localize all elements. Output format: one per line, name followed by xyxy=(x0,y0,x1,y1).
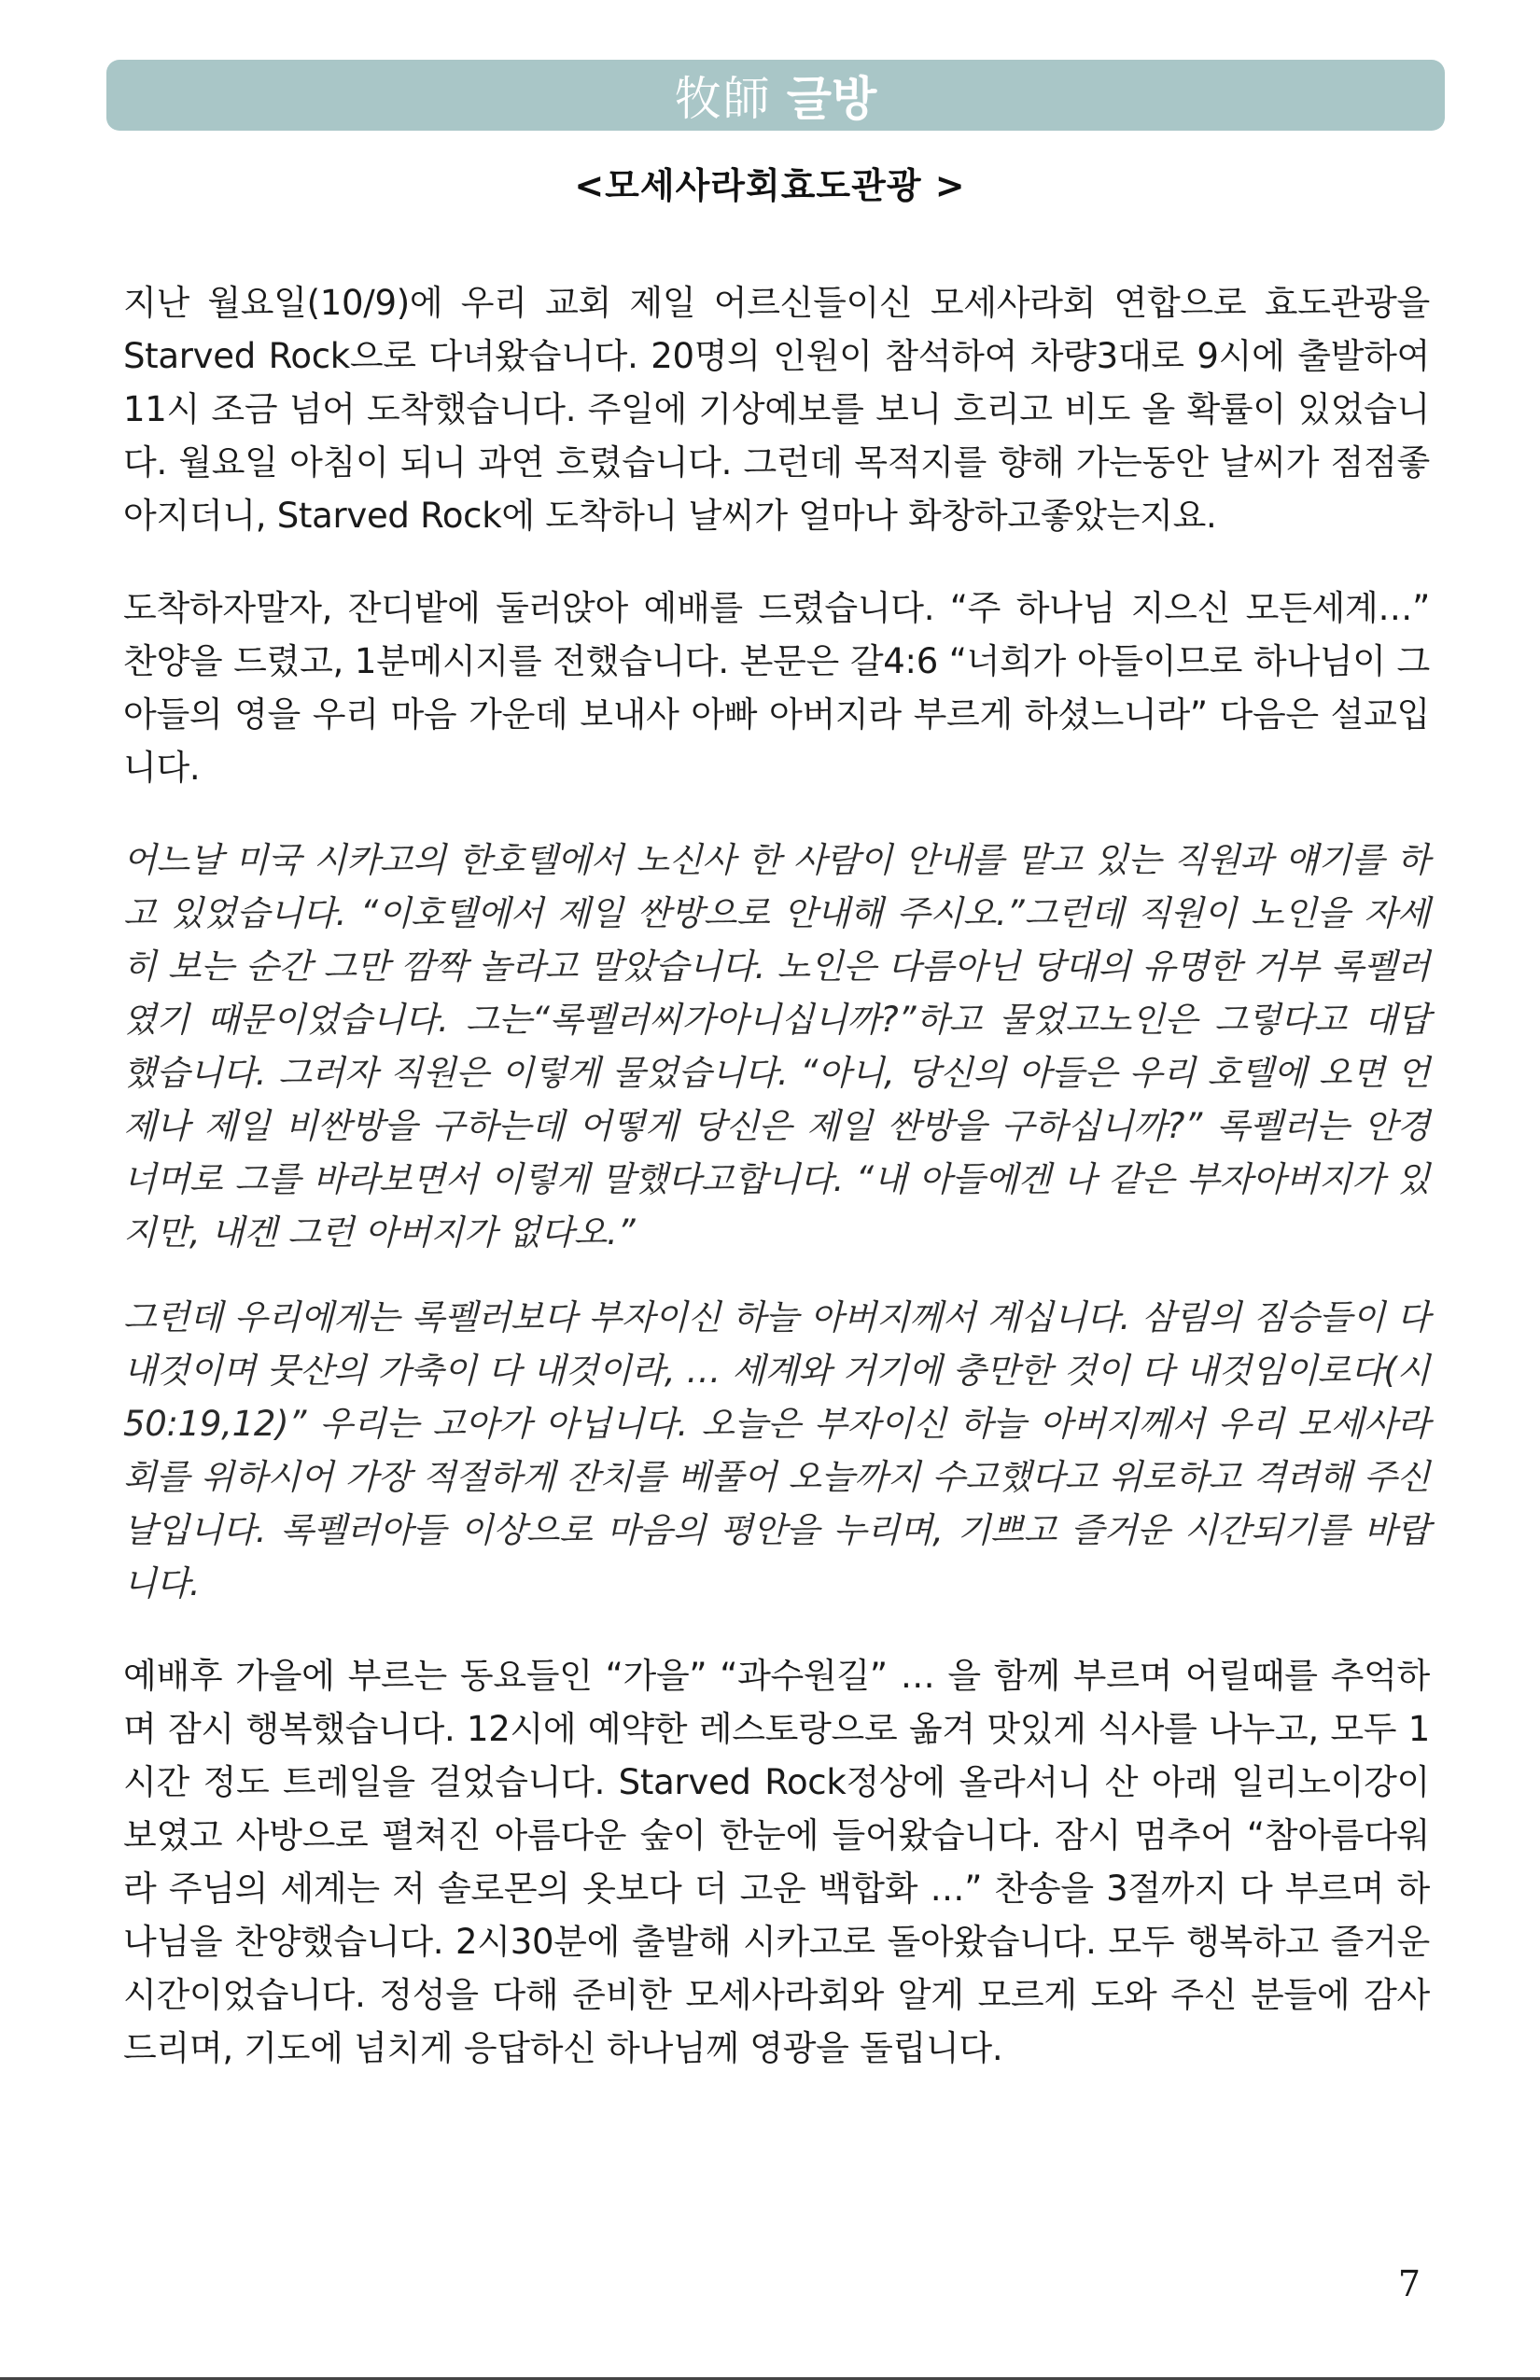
paragraph-worship: 도착하자말자, 잔디밭에 둘러앉아 예배를 드렸습니다. “주 하나님 지으신 모든세계…” 찬양을 드렸고, 1분메시지를 전했습니다. 본문은 갈4:6 “너희가 아들이므로 하나님이 그 아들의 영을 우리 마음 가운데 보내사 아빠 아버지라 부르게 하셨느니라” 다음은 설교입니다. xyxy=(123,588,1430,788)
article-title: <모세사라회효도관광 > xyxy=(574,165,966,206)
paragraph-closing: 예배후 가을에 부르는 동요들인 “가을” “과수원길” … 을 함께 부르며 어릴때를 추억하며 잠시 행복했습니다. 12시에 예약한 레스토랑으로 옮겨 맛있게 식사를 나누고, 모두 1시간 정도 트레일을 걸었습니다. Starved Rock정상에 올라서니 산 아래 일리노이강이 보였고 사방으로 펼쳐진 아름다운 숲이 한눈에 들어왔습니다. 잠시 멈추어 “참아름다워라 주님의 세계는 저 솔로몬의 옷보다 더 고운 백합화 …” 찬송을 3절까지 다 부르며 하나님을 찬양했습니다. 2시30분에 출발해 시카고로 돌아왔습니다. 모두 행복하고 즐거운 시간이었습니다. 정성을 다해 준비한 모세사라회와 알게 모르게 도와 주신 분들에 감사드리며, 기도에 넘치게 응답하신 하나님께 영광을 돌립니다. xyxy=(123,1656,1430,2068)
column-header-banner xyxy=(106,60,1445,131)
header-hanja-text: 牧師 xyxy=(674,72,772,126)
header-korean-text: 글방 xyxy=(786,72,877,126)
paragraph-sermon-story: 어느날 미국 시카고의 한호텔에서 노신사 한 사람이 안내를 맡고 있는 직원과 얘기를 하고 있었습니다. “이호텔에서 제일 싼방으로 안내해 주시오.”그런데 직원이 노인을 자세히 보는 순간 그만 깜짝 놀라고 말았습니다. 노인은 다름아닌 당대의 유명한 거부 록펠러였기 때문이었습니다. 그는“록펠러씨가아니십니까?”하고 물었고노인은 그렇다고 대답했습니다. 그러자 직원은 이렇게 물었습니다. “아니, 당신의 아들은 우리 호텔에 오면 언제나 제일 비싼방을 구하는데 어떻게 당신은 제일 싼방을 구하십니까?” 록펠러는 안경 너머로 그를 바라보면서 이렇게 말했다고합니다. “내 아들에겐 나 같은 부자아버지가 있지만, 내겐 그런 아버지가 없다오.” xyxy=(123,840,1430,1253)
page-number: 7 xyxy=(1397,2263,1421,2304)
paragraph-sermon-message: 그런데 우리에게는 록펠러보다 부자이신 하늘 아버지께서 계십니다. 삼림의 짐승들이 다 내것이며 뭇산의 가축이 다 내것이라, … 세계와 거기에 충만한 것이 다 내것임이로다(시50:19,12)” 우리는 고아가 아닙니다. 오늘은 부자이신 하늘 아버지께서 우리 모세사라회를 위하시어 가장 적절하게 잔치를 베풀어 오늘까지 수고했다고 위로하고 격려해 주신 날입니다. 록펠러아들 이상으로 마음의 평안을 누리며, 기쁘고 즐거운 시간되기를 바랍니다. xyxy=(123,1297,1430,1603)
paragraph-intro: 지난 월요일(10/9)에 우리 교회 제일 어르신들이신 모세사라회 연합으로 효도관광을 Starved Rock으로 다녀왔습니다. 20명의 인원이 참석하여 차량3대로 9시에 출발하여 11시 조금 넘어 도착했습니다. 주일에 기상예보를 보니 흐리고 비도 올 확률이 있었습니다. 월요일 아침이 되니 과연 흐렸습니다. 그런데 목적지를 향해 가는동안 날씨가 점점좋아지더니, Starved Rock에 도착하니 날씨가 얼마나 화창하고좋았는지요. xyxy=(123,283,1430,536)
article-body xyxy=(123,276,1430,2114)
